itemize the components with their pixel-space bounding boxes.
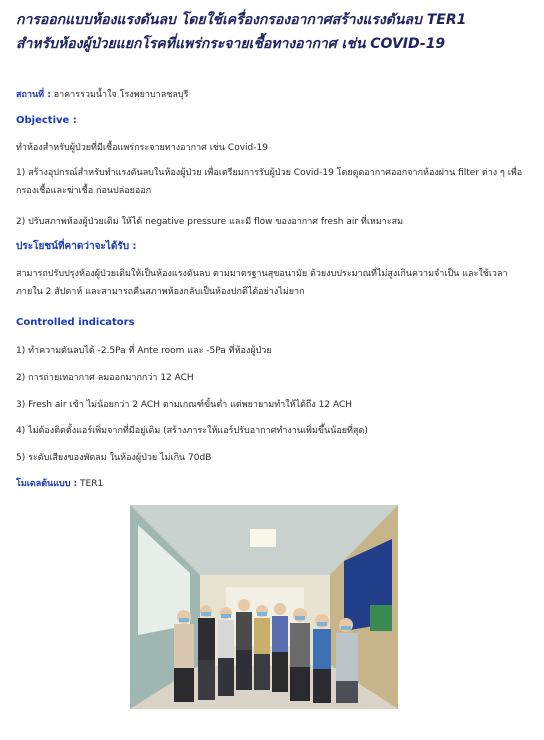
model-label: โมเดลต้นแบบ : bbox=[16, 479, 78, 489]
team-photo bbox=[130, 505, 398, 709]
site-line bbox=[16, 88, 188, 102]
objective-intro: ทำห้องสำหรับผู้ป่วยที่มีเชื้อแพร่กระจายทางอากาศ เช่น Covid-19 bbox=[16, 143, 268, 153]
indicator-item-5: 5) ระดับเสียงของพัดลม ในห้องผู้ป่วย ไม่เกิน 70dB bbox=[16, 453, 212, 463]
objective-heading: Objective : bbox=[16, 115, 77, 126]
site-value: อาคารรวมน้ำใจ โรงพยาบาลชลบุรี bbox=[53, 90, 189, 100]
model-value: TER1 bbox=[80, 479, 104, 489]
objective-item-2: 2) ปรับสภาพห้องผู้ป่วยเดิม ให้ได้ negative pressure และมี flow ของอากาศ fresh air ที่เหมาะสม bbox=[16, 217, 404, 227]
model-line bbox=[16, 477, 103, 491]
benefit-heading: ประโยชน์ที่คาดว่าจะได้รับ : bbox=[16, 241, 137, 252]
site-label: สถานที่ : bbox=[16, 90, 51, 100]
benefit-text: สามารถปรับปรุงห้องผู้ป่วยเดิมให้เป็นห้องแรงดันลบ ตามมาตรฐานสุขอนามัย ด้วยงบประมาณที่ไม่สูงเกินความจำเป็น และใช้เวลาภายใน 2 สัปดาห์ และสามารถคืนสภาพห้องกลับเป็นห้องปกติได้อย่างไม่ยาก bbox=[16, 269, 508, 297]
indicator-item-1: 1) ทำความดันลบได้ -2.5Pa ที่ Ante room และ -5Pa ที่ห้องผู้ป่วย bbox=[16, 346, 272, 356]
title-line-2: สำหรับห้องผู้ป่วยแยกโรคที่แพร่กระจายเชื้อทางอากาศ เช่น COVID-19 bbox=[16, 36, 446, 52]
document-title bbox=[16, 8, 536, 56]
objective-item-1: 1) สร้างอุปกรณ์สำหรับทำแรงดันลบในห้องผู้ป่วย เพื่อเตรียมการรับผู้ป่วย Covid-19 โดยดูดอากาศออกจากห้องผ่าน filter ต่าง ๆ เพื่อกรองเชื้อและฆ่าเชื้อ ก่อนปล่อยออก bbox=[16, 168, 523, 196]
indicators-heading: Controlled indicators bbox=[16, 317, 135, 328]
indicator-item-4: 4) ไม่ต้องติดตั้งแอร์เพิ่มจากที่มีอยู่เดิม (สร้างภาระให้แอร์ปรับอากาศทำงานเพิ่มขึ้นน้อยที่สุด) bbox=[16, 426, 368, 436]
indicator-item-2: 2) การถ่ายเทอากาศ ลมออกมากกว่า 12 ACH bbox=[16, 373, 194, 383]
indicator-item-3: 3) Fresh air เข้า ไม่น้อยกว่า 2 ACH ตามเกณฑ์ขั้นต่ำ แต่พยายามทำให้ได้ถึง 12 ACH bbox=[16, 400, 352, 410]
title-line-1: การออกแบบห้องแรงดันลบ โดยใช้เครื่องกรองอากาศสร้างแรงดันลบ TER1 bbox=[16, 12, 467, 28]
